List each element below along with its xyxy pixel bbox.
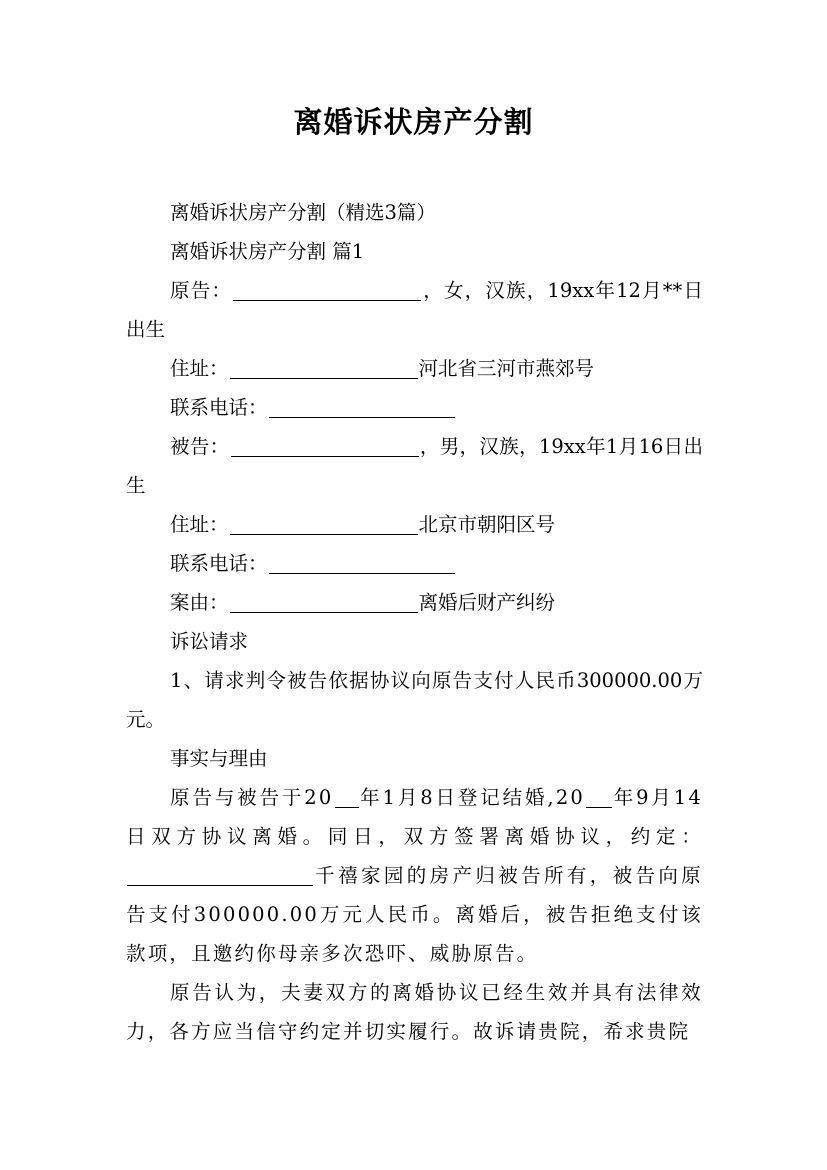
paragraph-facts — [126, 778, 703, 973]
paragraph-subtitle — [126, 193, 703, 232]
subtitle-text: 离婚诉状房产分割（精选3篇） — [170, 201, 436, 224]
cause-blank — [230, 590, 418, 613]
defendant-phone-blank — [269, 551, 455, 574]
plaintiff-phone-label: 联系电话： — [170, 396, 268, 419]
plaintiff-phone-blank — [269, 395, 455, 418]
plaintiff-name-blank — [233, 278, 421, 301]
facts-year-blank-1 — [335, 785, 359, 808]
paragraph-plaintiff — [126, 271, 703, 349]
section-heading-text: 离婚诉状房产分割 篇1 — [170, 240, 365, 263]
paragraph-claims-heading — [126, 622, 703, 661]
paragraph-defendant-phone — [126, 544, 703, 583]
facts-property-blank — [127, 863, 313, 886]
defendant-name-blank — [231, 434, 419, 457]
facts-text-c: 年9月14日双方协议离婚。同日，双方签署离婚协议，约定： — [126, 786, 703, 848]
claim-1-text: 1、请求判令被告依据协议向原告支付人民币300000.00万元。 — [126, 669, 703, 731]
document-body — [126, 193, 703, 1051]
paragraph-plaintiff-phone — [126, 388, 703, 427]
defendant-address-blank — [230, 512, 418, 535]
claims-heading-text: 诉讼请求 — [170, 630, 249, 653]
defendant-details: ，男，汉族，19xx年1月16日出生 — [126, 435, 703, 497]
argument-text: 原告认为，夫妻双方的离婚协议已经生效并具有法律效力，各方应当信守约定并切实履行。故诉请贵院，希求贵院 — [126, 981, 703, 1043]
cause-text: 离婚后财产纠纷 — [418, 591, 556, 614]
plaintiff-label: 原告： — [170, 279, 233, 302]
plaintiff-address-label: 住址： — [170, 357, 229, 380]
facts-text-d: 千禧家园的房产归被告所有，被告向原告支付300000.00万元人民币。离婚后，被告拒绝支付该款项，且邀约你母亲多次恐吓、威胁原告。 — [126, 864, 703, 965]
facts-year-blank-2 — [586, 785, 612, 808]
facts-heading-text: 事实与理由 — [170, 747, 268, 770]
paragraph-claim-1 — [126, 661, 703, 739]
document-title: 离婚诉状房产分割 — [293, 105, 534, 139]
plaintiff-address-text: 河北省三河市燕郊号 — [418, 357, 595, 380]
plaintiff-details: ，女，汉族，19xx年12月**日出生 — [126, 279, 703, 341]
paragraph-plaintiff-address — [126, 349, 703, 388]
cause-label: 案由： — [170, 591, 229, 614]
defendant-label: 被告： — [170, 435, 230, 458]
paragraph-facts-heading — [126, 739, 703, 778]
paragraph-cause — [126, 583, 703, 622]
plaintiff-address-blank — [230, 356, 418, 379]
facts-text-a: 原告与被告于20 — [170, 786, 334, 809]
defendant-address-label: 住址： — [170, 513, 229, 536]
paragraph-defendant — [126, 427, 703, 505]
defendant-phone-label: 联系电话： — [170, 552, 268, 575]
paragraph-defendant-address — [126, 505, 703, 544]
paragraph-argument — [126, 973, 703, 1051]
defendant-address-text: 北京市朝阳区号 — [418, 513, 556, 536]
facts-text-b: 年1月8日登记结婚,20 — [359, 786, 586, 809]
paragraph-section-heading — [126, 232, 703, 271]
